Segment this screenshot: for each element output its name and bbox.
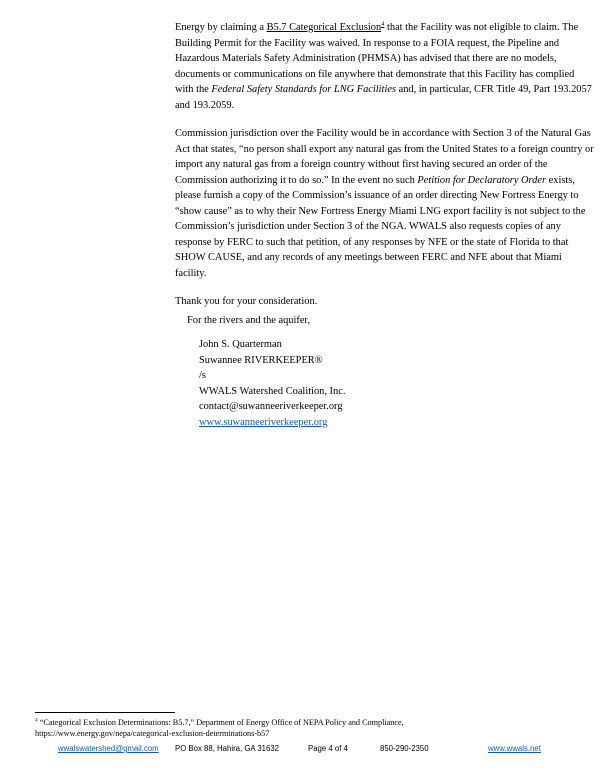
salutation: For the rivers and the aquifer, [187, 314, 311, 326]
signer-title: Suwannee RIVERKEEPER® [199, 354, 323, 366]
signature-block [175, 337, 595, 430]
signature-mark: /s [199, 370, 206, 381]
categorical-exclusion-link[interactable]: B5.7 Categorical Exclusion [266, 22, 382, 33]
footnote-number: 4 [35, 717, 38, 724]
footnote-line [35, 718, 575, 729]
signer-name: John S. Quarterman [199, 339, 282, 350]
petition-title: Petition for Declaratory Order [417, 174, 547, 186]
website-link[interactable]: www.suwanneeriverkeeper.org [199, 416, 328, 428]
footnote-url: https://www.energy.gov/nepa/categorical-exclusion-determinations-b57 [35, 728, 270, 738]
footer-email-link[interactable]: wwalswatershed@gmail.com [58, 744, 159, 753]
footer-address: PO Box 88, Hahira, GA 31632 [175, 744, 280, 753]
closing-line: Thank you for your consideration. [175, 296, 318, 307]
footer-page-number: Page 4 of 4 [308, 744, 348, 753]
footer-phone: 850-290-2350 [380, 744, 429, 753]
paragraph-text: that the Facility was not eligible to claim. The Building Permit for the Facility was waived. In response to a FOIA request, the Pipeline and Hazardous Materials Safety Administration (PHMSA) has advised that there are no models, documents or communications on file anywhere that demonstrate that this Facility has complied with the [175, 22, 579, 95]
paragraph-nepa-phmsa [175, 20, 595, 113]
page-footer [40, 744, 560, 758]
paragraph-text: Commission jurisdiction over the Facility would be in accordance with Section 3 of the Natural Gas Act that states, “no person shall export any natural gas from the United States to a foreign country or import any natural gas from a foreign country without first having secured an order of the Commission authorizing it to do so.” In the event no such [175, 128, 594, 186]
standards-title: Federal Safety Standards for LNG Facilities [211, 84, 396, 95]
footer-website-link[interactable]: www.wwals.net [488, 744, 541, 753]
paragraph-text: Energy by claiming a [175, 22, 267, 33]
contact-email: contact@suwanneeriverkeeper.org [199, 401, 343, 412]
paragraph-text: exists, please furnish a copy of the Commission’s issuance of an order directing New Fortress Energy to “show cause” as to why their New Fortress Energy Miami LNG export facility is not subject to the Commission’s jurisdiction under Section 3 of the NGA. WWALS also requests copies of any response by FERC to such that petition, of any responses by NFE or the state of Florida to that SHOW CAUSE, and any records of any meetings between FERC and NFE about that Miami facility. [175, 174, 586, 279]
footnote [35, 718, 575, 739]
footnote-divider [35, 712, 175, 713]
footnote-reference[interactable]: 4 [381, 20, 385, 28]
footnote-text: “Categorical Exclusion Determinations: B5.7,” Department of Energy Office of NEPA Policy and Compliance, [37, 718, 404, 727]
letter-body [175, 20, 595, 430]
paragraph-text: and, in particular, CFR Title 49, Part 193.2057 and 193.2059. [175, 84, 592, 111]
paragraph-commission-jurisdiction [175, 126, 595, 281]
organization-name: WWALS Watershed Coalition, Inc. [199, 385, 346, 397]
